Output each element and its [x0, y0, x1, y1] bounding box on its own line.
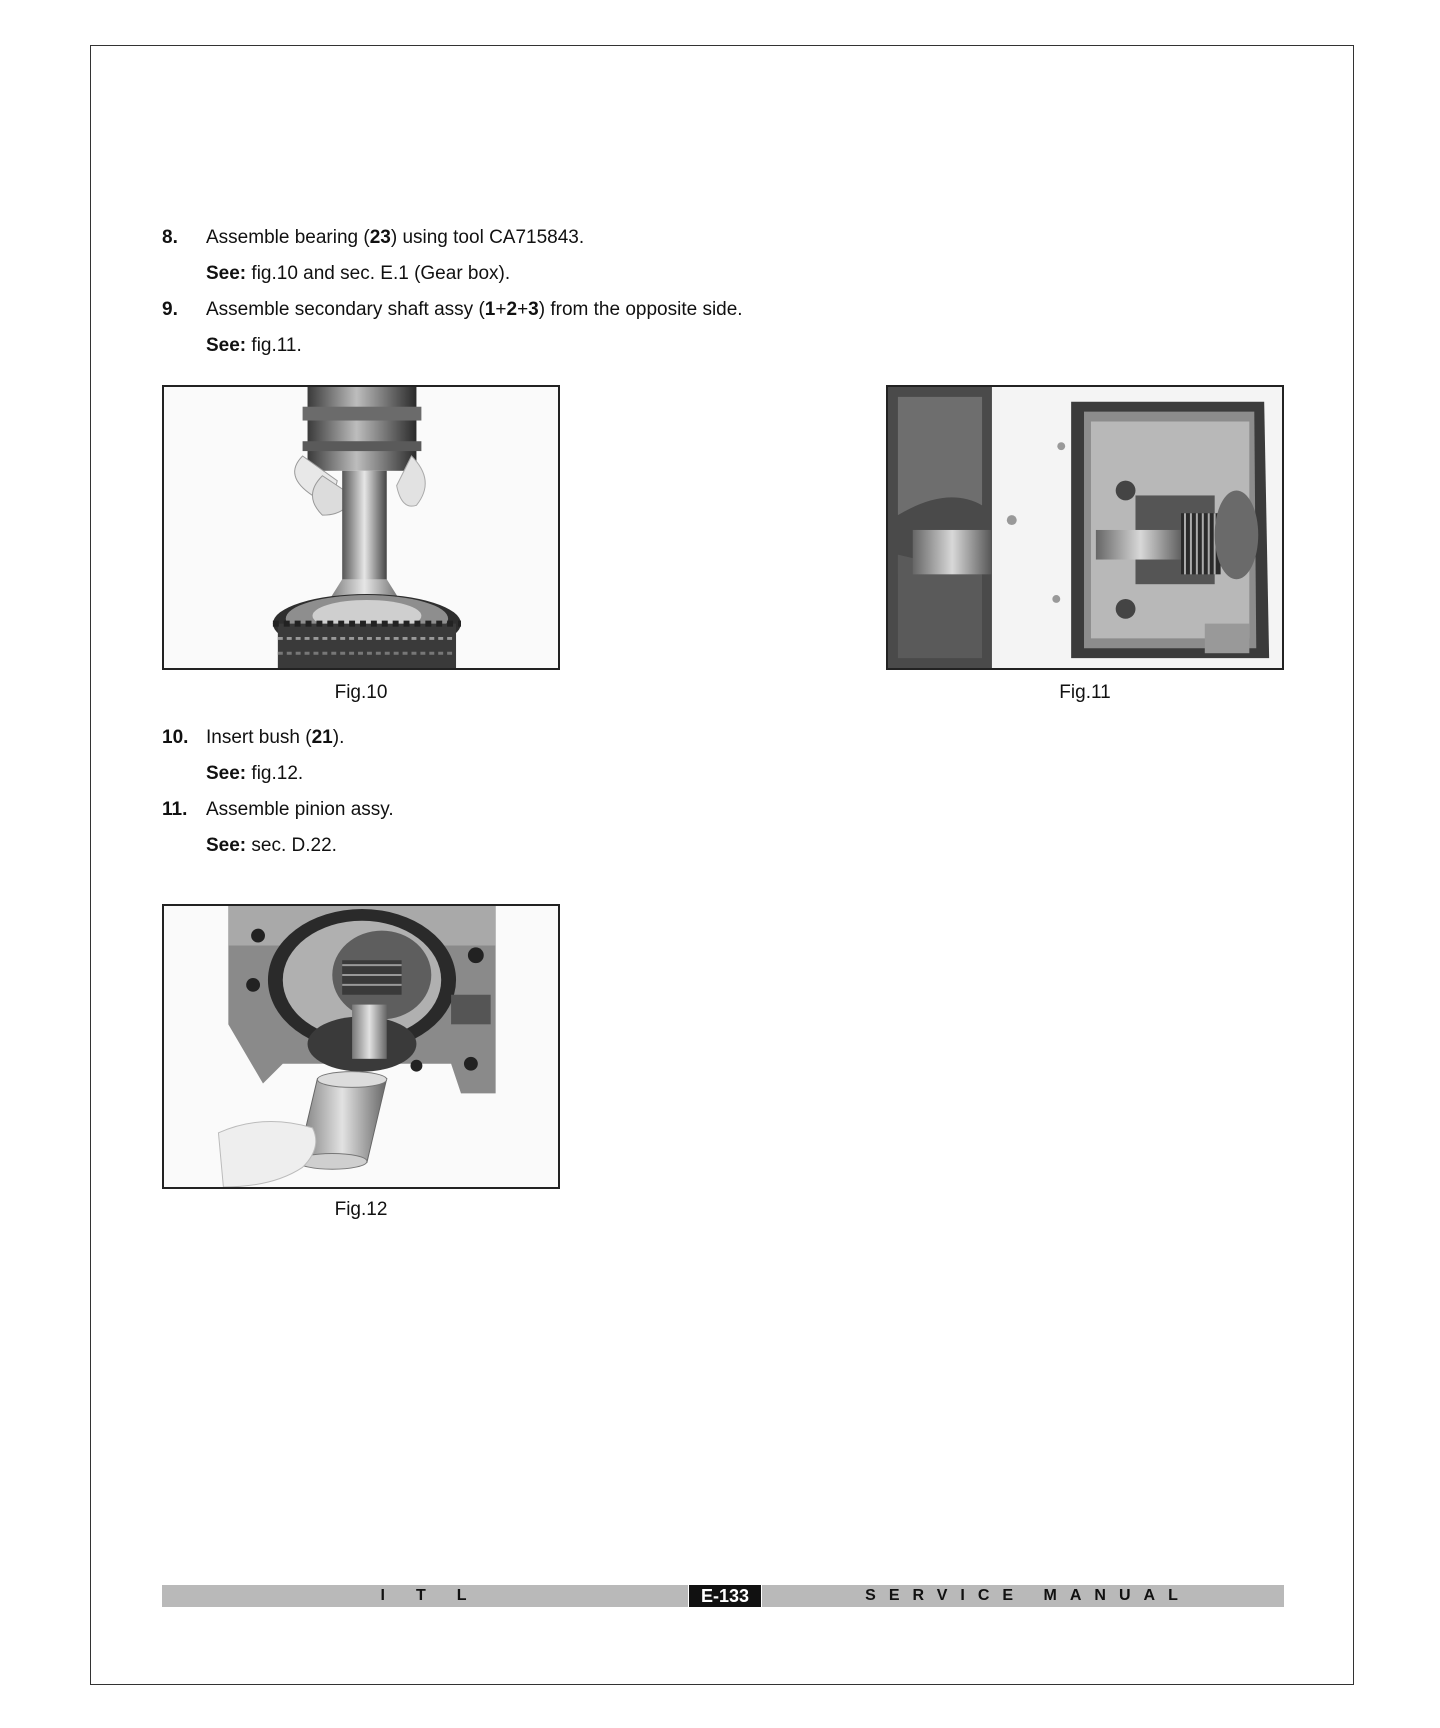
see-label: See: [206, 335, 247, 356]
see-reference-9 [206, 334, 302, 358]
part-ref: 2 [506, 299, 518, 320]
figure-10-photo [162, 385, 560, 670]
step-9 [162, 298, 743, 322]
step-8 [162, 226, 584, 250]
step-number: 11. [162, 799, 188, 820]
see-reference-8 [206, 262, 510, 286]
page-footer [162, 1585, 1284, 1607]
footer-manual-title: SERVICE MANUAL [865, 1587, 1191, 1604]
step-number: 9. [162, 299, 178, 320]
see-text: fig.11. [246, 335, 302, 356]
step-10 [162, 726, 344, 750]
part-ref: 23 [369, 227, 391, 248]
part-ref: 1 [484, 299, 496, 320]
part-ref: 21 [311, 727, 333, 748]
step-text: ) using tool CA715843. [390, 227, 585, 248]
step-text: Assemble secondary shaft assy ( [206, 299, 485, 320]
see-label: See: [206, 263, 247, 284]
figure-12-photo [162, 904, 560, 1189]
step-text: Insert bush ( [206, 727, 312, 748]
step-text: Assemble bearing ( [206, 227, 370, 248]
see-text: fig.10 and sec. E.1 (Gear box). [246, 263, 511, 284]
footer-company: ITL [380, 1587, 498, 1604]
step-text: ) from the opposite side. [538, 299, 743, 320]
figure-12-caption: Fig.12 [334, 1199, 388, 1220]
see-label: See: [206, 835, 247, 856]
step-number: 10. [162, 727, 189, 748]
step-11 [162, 798, 394, 822]
step-number: 8. [162, 227, 178, 248]
page-frame [90, 45, 1354, 1685]
plus-sign: + [495, 299, 507, 320]
step-text: ). [332, 727, 345, 748]
figure-10-caption: Fig.10 [334, 682, 388, 703]
see-reference-11 [206, 834, 337, 858]
figure-11-photo [886, 385, 1284, 670]
see-text: sec. D.22. [246, 835, 337, 856]
see-label: See: [206, 763, 247, 784]
part-ref: 3 [528, 299, 539, 320]
step-text: Assemble pinion assy. [206, 799, 394, 820]
see-text: fig.12. [246, 763, 304, 784]
plus-sign: + [517, 299, 529, 320]
figure-11-caption: Fig.11 [1059, 682, 1111, 703]
page-number: E-133 [689, 1585, 761, 1607]
see-reference-10 [206, 762, 303, 786]
